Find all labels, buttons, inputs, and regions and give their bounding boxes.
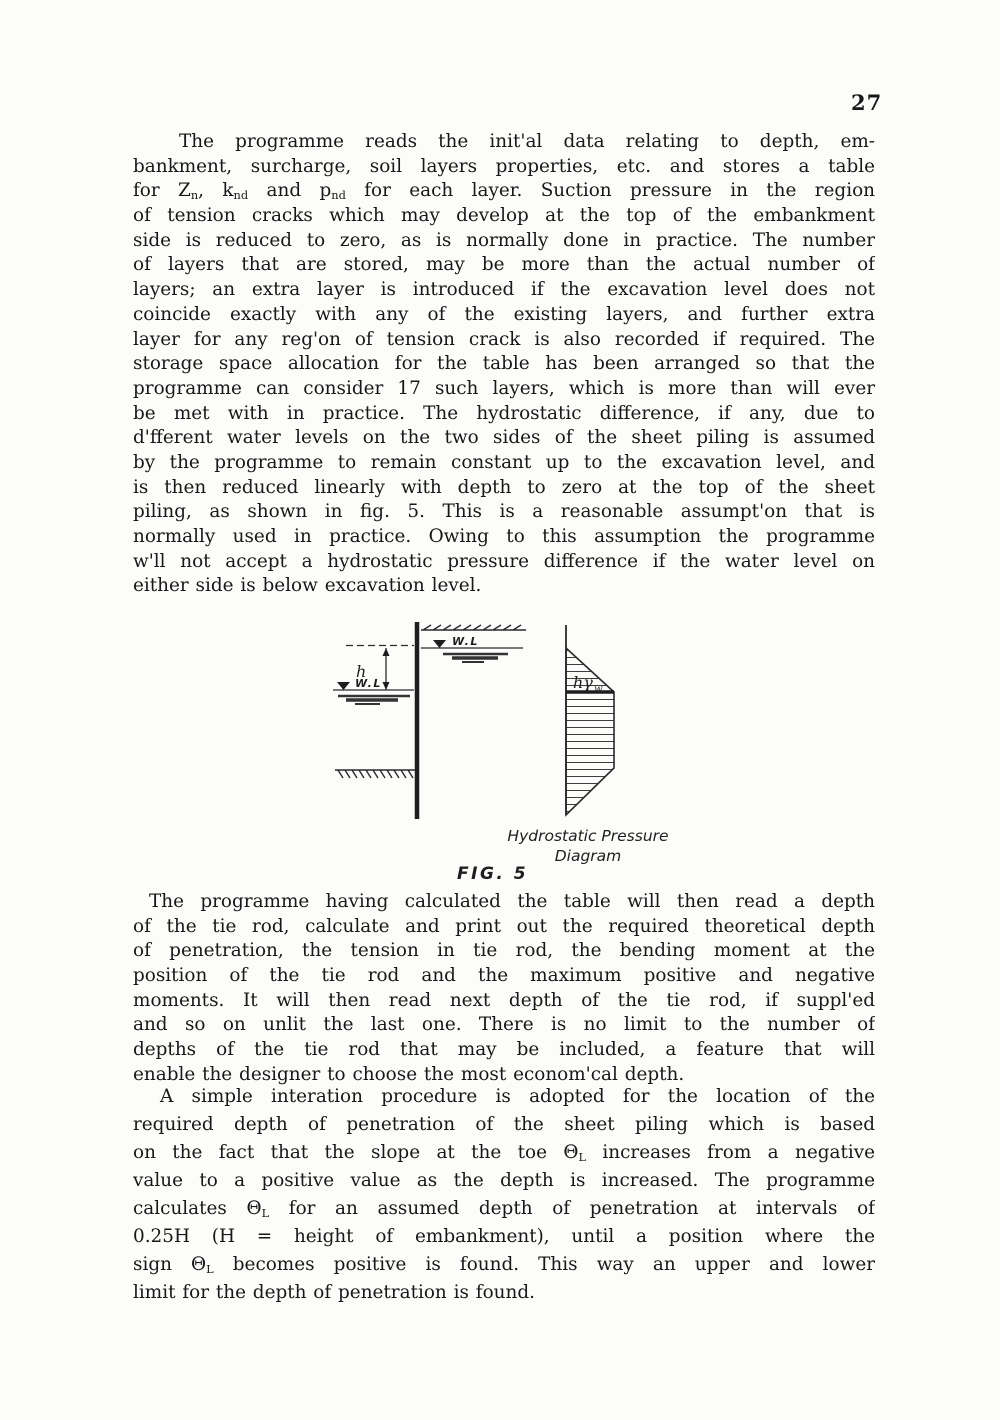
text-line: storage space allocation for the table has been arranged so that the: [133, 353, 875, 375]
text-line: position of the tie rod and the maximum positive and negative: [133, 965, 875, 987]
text-line: sign $\Theta_L$ becomes positive is found. This way an upper and lower: [133, 1254, 875, 1277]
text-line: normally used in practice. Owing to this assumption the programme: [133, 526, 875, 547]
text-line: is then reduced linearly with depth to zero at the top of the sheet: [133, 476, 875, 498]
pressure-value-subscript: w: [594, 684, 603, 695]
figure-5-drawing: [0, 612, 1000, 884]
water-level-label-right: W.L: [452, 635, 479, 648]
text-line: bankment, surcharge, soil layers properties, etc. and stores a table: [133, 155, 875, 177]
text-line: for $Z_n$, $k_{nd}$ and $p_{nd}$ for each layer. Suction pressure in the region: [133, 180, 875, 203]
text-line: programme can consider 17 such layers, which is more than will ever: [133, 377, 875, 399]
excavation-level-hatch: [335, 770, 415, 778]
text-line: moments. It will then read next depth of the tie rod, if suppl'ed: [133, 989, 875, 1011]
water-level-marker-right-icon: [433, 640, 446, 648]
arrow-up-icon: [383, 648, 390, 656]
text-line: on the fact that the slope at the toe $\Theta_L$ increases from a negative: [133, 1142, 875, 1165]
text-line: A simple interation procedure is adopted for the location of the: [160, 1086, 875, 1107]
text-line: and so on unlit the last one. There is no limit to the number of: [133, 1014, 875, 1036]
text-line: layer for any reg'on of tension crack is also recorded if required. The: [133, 328, 875, 350]
text-line: required depth of penetration of the sheet piling which is based: [133, 1114, 875, 1135]
ground-surface-hatch: [421, 625, 526, 630]
text-line: limit for the depth of penetration is found.: [133, 1282, 535, 1303]
pressure-value-label: hγ: [573, 673, 593, 692]
text-line: be met with in practice. The hydrostatic difference, if any, due to: [133, 402, 875, 424]
figure-number: FIG. 5: [457, 864, 529, 884]
water-level-marker-left-icon: [337, 682, 350, 690]
text-line: value to a positive value as the depth is increased. The programme: [133, 1170, 875, 1191]
page-number: 27: [851, 90, 883, 115]
text-line: by the programme to remain constant up to the excavation level, and: [133, 451, 875, 473]
h-dimension-label: h: [356, 662, 367, 681]
text-line: of tension cracks which may develop at the top of the embankment: [133, 205, 875, 227]
text-line: The programme having calculated the table will then read a depth: [149, 891, 875, 912]
text-line: of the tie rod, calculate and print out the required theoretical depth: [133, 915, 875, 937]
arrow-down-icon: [383, 682, 390, 690]
text-line: d'fferent water levels on the two sides of the sheet piling is assumed: [133, 427, 875, 449]
text-line: depths of the tie rod that may be included, a feature that will: [133, 1039, 875, 1061]
figure-caption-line1: Hydrostatic Pressure: [507, 827, 669, 845]
water-level-label-left: W.L: [355, 677, 382, 690]
text-line: enable the designer to choose the most econom'cal depth.: [133, 1063, 685, 1085]
paragraph-3: [133, 1083, 875, 1307]
figure-caption-line2: Diagram: [554, 847, 622, 865]
text-line: calculates $\Theta_L$ for an assumed depth of penetration at intervals of: [133, 1198, 875, 1221]
paragraph-2: [133, 890, 875, 1088]
text-line: 0.25H (H = height of embankment), until a position where the: [133, 1226, 875, 1247]
text-line: The programme reads the init'al data relating to depth, em-: [179, 131, 875, 152]
text-line: w'll not accept a hydrostatic pressure difference if the water level on: [133, 550, 875, 572]
text-line: either side is below excavation level.: [133, 575, 482, 597]
text-line: piling, as shown in fig. 5. This is a reasonable assumpt'on that is: [133, 501, 875, 523]
text-line: of layers that are stored, may be more than the actual number of: [133, 254, 875, 276]
text-line: of penetration, the tension in tie rod, the bending moment at the: [133, 940, 875, 962]
text-line: layers; an extra layer is introduced if the excavation level does not: [133, 279, 875, 301]
text-line: side is reduced to zero, as is normally done in practice. The number: [133, 229, 875, 251]
figure-5: [0, 612, 1000, 884]
paragraph-1: [133, 130, 875, 599]
text-line: coincide exactly with any of the existing layers, and further extra: [133, 303, 875, 325]
